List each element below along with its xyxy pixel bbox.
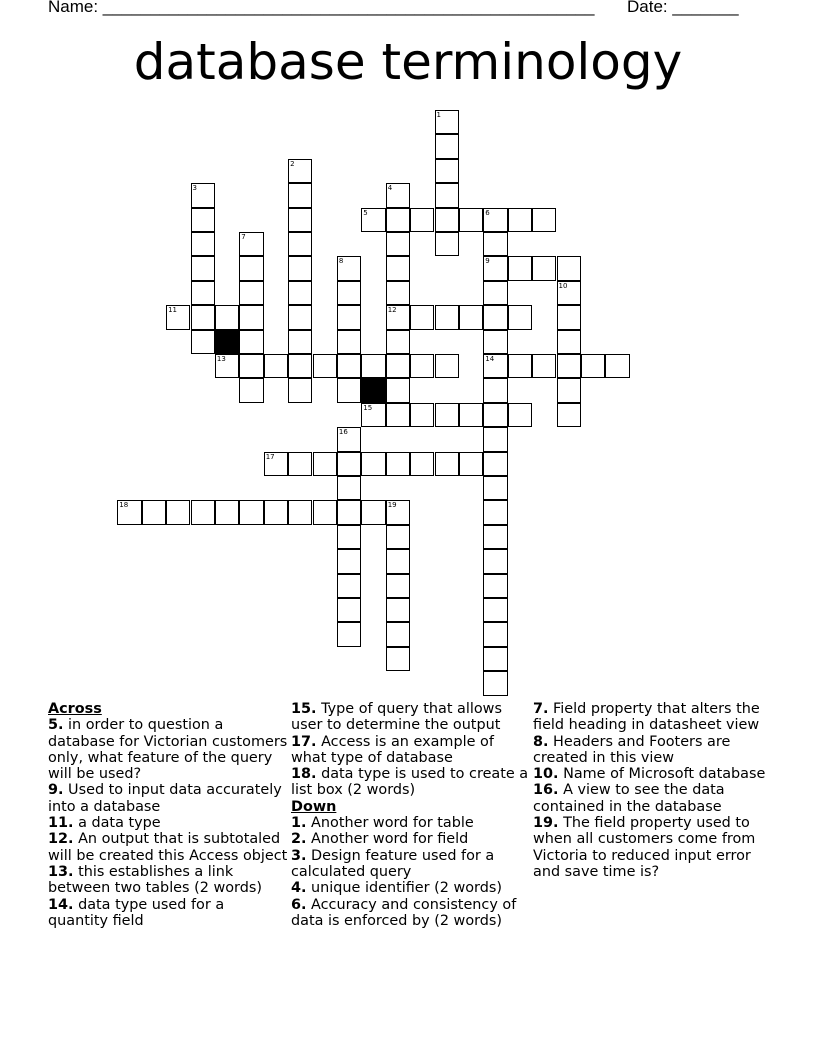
clue-number: 2. — [291, 831, 307, 848]
clue-down-1 — [291, 815, 531, 831]
grid-cell[interactable] — [288, 208, 312, 232]
grid-cell[interactable] — [483, 208, 507, 232]
grid-cell[interactable] — [191, 232, 215, 256]
grid-cell[interactable] — [117, 500, 141, 524]
grid-cell[interactable] — [386, 452, 410, 476]
cell-number: 14 — [485, 355, 495, 363]
grid-cell[interactable] — [557, 256, 581, 280]
grid-cell[interactable] — [435, 232, 459, 256]
grid-cell[interactable] — [337, 500, 361, 524]
clue-text: Field property that alters the field heading in datasheet view — [533, 701, 760, 734]
clue-down-10 — [533, 766, 773, 782]
clue-across-15 — [291, 701, 531, 734]
grid-cell[interactable] — [337, 452, 361, 476]
cell-number: 18 — [119, 501, 129, 510]
grid-cell[interactable] — [483, 525, 507, 549]
cell-number: 3 — [192, 184, 197, 193]
down-heading: Down — [291, 798, 337, 815]
grid-cell[interactable] — [191, 500, 215, 524]
grid-cell[interactable] — [239, 354, 263, 378]
grid-cell[interactable] — [288, 159, 312, 183]
grid-cell[interactable] — [386, 647, 410, 671]
grid-cell[interactable] — [386, 574, 410, 598]
grid-cell[interactable] — [361, 452, 385, 476]
grid-cell[interactable] — [191, 208, 215, 232]
clue-text: An output that is subtotaled will be created this Access object — [48, 831, 288, 864]
clue-down-3 — [291, 848, 531, 881]
grid-cell[interactable] — [313, 354, 337, 378]
clue-text: Name of Microsoft database — [558, 766, 766, 783]
cell-number: 16 — [338, 428, 348, 437]
clue-across-12 — [48, 831, 288, 864]
grid-cell[interactable] — [459, 305, 483, 329]
grid-cell[interactable] — [337, 330, 361, 354]
clue-across-14 — [48, 897, 288, 930]
clue-down-4 — [291, 880, 531, 896]
clue-across-9 — [48, 782, 288, 815]
cell-number: 1 — [436, 111, 441, 119]
grid-cell[interactable] — [313, 500, 337, 524]
grid-cell[interactable] — [483, 354, 507, 378]
grid-cell[interactable] — [264, 452, 288, 476]
grid-cell[interactable] — [557, 281, 581, 305]
date-label: Date: — [627, 0, 673, 16]
clue-text: Another word for table — [306, 815, 474, 832]
clue-text: Headers and Footers are created in this view — [533, 733, 731, 766]
grid-cell[interactable] — [483, 476, 507, 500]
grid-cell[interactable] — [239, 232, 263, 256]
grid-cell[interactable] — [581, 354, 605, 378]
grid-cell[interactable] — [288, 256, 312, 280]
grid-cell[interactable] — [435, 110, 459, 134]
clue-text: Used to input data accurately into a database — [48, 782, 282, 815]
grid-cell[interactable] — [337, 525, 361, 549]
grid-cell[interactable] — [386, 256, 410, 280]
grid-cell[interactable] — [557, 330, 581, 354]
grid-cell[interactable] — [337, 354, 361, 378]
grid-cell[interactable] — [239, 378, 263, 402]
grid-cell[interactable] — [288, 452, 312, 476]
grid-cell[interactable] — [215, 305, 239, 329]
grid-cell[interactable] — [410, 403, 434, 427]
grid-cell[interactable] — [386, 281, 410, 305]
clue-text: unique identifier (2 words) — [306, 880, 502, 897]
grid-cell[interactable] — [288, 305, 312, 329]
grid-cell[interactable] — [215, 500, 239, 524]
grid-cell[interactable] — [410, 452, 434, 476]
clue-down-7 — [533, 701, 773, 734]
page-title: database terminology — [133, 33, 683, 91]
grid-cell[interactable] — [337, 256, 361, 280]
grid-cell[interactable] — [483, 403, 507, 427]
cell-number: 4 — [387, 184, 393, 193]
grid-cell[interactable] — [459, 452, 483, 476]
clue-text: data type is used to create a list box (2 words) — [291, 766, 529, 799]
grid-cell[interactable] — [386, 622, 410, 646]
name-label: Name: — [48, 0, 103, 16]
clue-number: 5. — [48, 717, 64, 734]
clues-column-2 — [291, 701, 531, 929]
grid-cell[interactable] — [435, 159, 459, 183]
grid-cell[interactable] — [191, 305, 215, 329]
grid-cell[interactable] — [483, 232, 507, 256]
clue-number: 12. — [48, 831, 74, 848]
grid-cell[interactable] — [435, 134, 459, 158]
grid-cell[interactable] — [459, 208, 483, 232]
grid-cell[interactable] — [288, 330, 312, 354]
clue-across-18 — [291, 766, 531, 799]
cell-number: 2 — [290, 159, 295, 168]
clue-number: 16. — [533, 782, 559, 799]
grid-cell[interactable] — [337, 598, 361, 622]
grid-cell[interactable] — [361, 208, 385, 232]
grid-cell[interactable] — [361, 354, 385, 378]
grid-cell[interactable] — [386, 500, 410, 524]
grid-cell[interactable] — [386, 549, 410, 573]
grid-cell[interactable] — [191, 330, 215, 354]
grid-cell[interactable] — [337, 427, 361, 451]
grid-cell[interactable] — [483, 305, 507, 329]
grid-cell[interactable] — [508, 208, 532, 232]
grid-cell[interactable] — [386, 305, 410, 329]
grid-cell[interactable] — [532, 256, 556, 280]
grid-cell[interactable] — [483, 598, 507, 622]
grid-cell[interactable] — [557, 403, 581, 427]
grid-cell[interactable] — [483, 330, 507, 354]
clue-down-16 — [533, 782, 773, 815]
grid-cell[interactable] — [239, 500, 263, 524]
grid-cell[interactable] — [337, 378, 361, 402]
grid-cell[interactable] — [459, 403, 483, 427]
clue-text: Accuracy and consistency of data is enforced by (2 words) — [291, 896, 517, 929]
grid-cell[interactable] — [386, 208, 410, 232]
clue-number: 7. — [533, 701, 549, 717]
clue-across-13 — [48, 864, 288, 897]
grid-cell[interactable] — [191, 256, 215, 280]
grid-cell[interactable] — [386, 403, 410, 427]
clue-number: 3. — [291, 847, 307, 864]
clue-number: 6. — [291, 896, 307, 913]
grid-cell[interactable] — [410, 354, 434, 378]
grid-cell[interactable] — [557, 305, 581, 329]
clue-number: 17. — [291, 733, 317, 750]
grid-cell[interactable] — [288, 232, 312, 256]
grid-cell[interactable] — [142, 500, 166, 524]
grid-cell[interactable] — [264, 500, 288, 524]
grid-cell[interactable] — [532, 208, 556, 232]
clue-number: 13. — [48, 863, 74, 880]
grid-cell[interactable] — [337, 281, 361, 305]
grid-cell[interactable] — [386, 330, 410, 354]
clue-number: 4. — [291, 880, 307, 897]
clues-column-3 — [533, 701, 773, 880]
grid-cell[interactable] — [483, 452, 507, 476]
clue-text: data type used for a quantity field — [48, 896, 225, 929]
grid-cell[interactable] — [239, 256, 263, 280]
clue-number: 19. — [533, 815, 559, 832]
grid-cell[interactable] — [288, 378, 312, 402]
clue-number: 15. — [291, 701, 317, 717]
grid-cell[interactable] — [288, 281, 312, 305]
grid-cell[interactable] — [386, 183, 410, 207]
cell-number: 17 — [265, 452, 275, 461]
grid-cell[interactable] — [435, 208, 459, 232]
clue-text: Access is an example of what type of database — [291, 733, 494, 766]
grid-cell[interactable] — [239, 305, 263, 329]
black-square — [215, 330, 239, 354]
grid-cell[interactable] — [605, 354, 629, 378]
clue-down-8 — [533, 734, 773, 767]
clue-number: 1. — [291, 815, 307, 832]
clue-down-6 — [291, 897, 531, 930]
cell-number: 15 — [363, 403, 373, 412]
cell-number: 8 — [338, 257, 344, 266]
clue-text: Type of query that allows user to determine the output — [291, 701, 502, 734]
grid-cell[interactable] — [361, 500, 385, 524]
clue-text: A view to see the data contained in the database — [533, 782, 725, 815]
black-square — [361, 378, 385, 402]
grid-cell[interactable] — [483, 427, 507, 451]
clue-number: 14. — [48, 896, 74, 913]
clue-across-11 — [48, 815, 288, 831]
clue-text: a data type — [73, 815, 161, 832]
across-heading: Across — [48, 701, 102, 717]
grid-cell[interactable] — [483, 647, 507, 671]
grid-cell[interactable] — [410, 305, 434, 329]
grid-cell[interactable] — [483, 549, 507, 573]
grid-cell[interactable] — [386, 598, 410, 622]
cell-number: 9 — [485, 257, 490, 266]
grid-cell[interactable] — [313, 452, 337, 476]
clue-number: 8. — [533, 733, 549, 750]
grid-cell[interactable] — [191, 281, 215, 305]
clue-text: this establishes a link between two tables (2 words) — [48, 863, 262, 897]
grid-cell[interactable] — [435, 305, 459, 329]
clue-text: in order to question a database for Victorian customers only, what feature of the query will be used? — [48, 717, 288, 783]
name-line[interactable]: ____________________________________________________ — [102, 0, 595, 16]
cell-number: 19 — [387, 501, 397, 510]
grid-cell[interactable] — [386, 232, 410, 256]
grid-cell[interactable] — [483, 378, 507, 402]
grid-cell[interactable] — [557, 378, 581, 402]
clue-number: 11. — [48, 815, 74, 832]
grid-cell[interactable] — [508, 403, 532, 427]
grid-cell[interactable] — [239, 330, 263, 354]
grid-cell[interactable] — [557, 354, 581, 378]
grid-cell[interactable] — [337, 476, 361, 500]
grid-cell[interactable] — [410, 208, 434, 232]
grid-cell[interactable] — [361, 403, 385, 427]
clues-column-1 — [48, 701, 288, 929]
clue-text: The field property used to when all customers come from Victoria to reduced input error and save time is? — [533, 815, 756, 880]
cell-number: 7 — [241, 233, 246, 241]
clue-number: 18. — [291, 766, 317, 783]
grid-cell[interactable] — [288, 183, 312, 207]
grid-cell[interactable] — [386, 378, 410, 402]
grid-cell[interactable] — [483, 622, 507, 646]
grid-cell[interactable] — [435, 452, 459, 476]
grid-cell[interactable] — [215, 354, 239, 378]
grid-cell[interactable] — [337, 549, 361, 573]
clue-text: Another word for field — [306, 831, 469, 848]
clue-number: 9. — [48, 782, 64, 799]
cell-number: 5 — [363, 208, 368, 217]
grid-cell[interactable] — [166, 500, 190, 524]
cell-number: 10 — [558, 281, 568, 290]
grid-cell[interactable] — [337, 622, 361, 646]
grid-cell[interactable] — [483, 671, 507, 695]
clue-down-19 — [533, 815, 773, 880]
grid-cell[interactable] — [532, 354, 556, 378]
clue-number: 10. — [533, 766, 559, 783]
grid-cell[interactable] — [508, 305, 532, 329]
cell-number: 12 — [387, 306, 397, 315]
grid-cell[interactable] — [435, 403, 459, 427]
grid-cell[interactable] — [264, 354, 288, 378]
clue-across-5 — [48, 717, 288, 782]
grid-cell[interactable] — [239, 281, 263, 305]
grid-cell[interactable] — [386, 354, 410, 378]
cell-number: 11 — [168, 306, 178, 315]
grid-cell[interactable] — [435, 183, 459, 207]
grid-cell[interactable] — [386, 525, 410, 549]
clue-down-2 — [291, 831, 531, 847]
grid-cell[interactable] — [435, 354, 459, 378]
grid-cell[interactable] — [483, 500, 507, 524]
grid-cell[interactable] — [483, 574, 507, 598]
grid-cell[interactable] — [166, 305, 190, 329]
clue-text: Design feature used for a calculated query — [291, 847, 495, 880]
date-line[interactable]: _______ — [672, 0, 739, 16]
grid-cell[interactable] — [483, 281, 507, 305]
grid-cell[interactable] — [191, 183, 215, 207]
grid-cell[interactable] — [483, 256, 507, 280]
cell-number: 6 — [485, 208, 490, 217]
grid-cell[interactable] — [337, 574, 361, 598]
grid-cell[interactable] — [288, 354, 312, 378]
grid-cell[interactable] — [508, 256, 532, 280]
grid-cell[interactable] — [508, 354, 532, 378]
clue-across-17 — [291, 734, 531, 767]
cell-number: 13 — [216, 355, 226, 363]
grid-cell[interactable] — [288, 500, 312, 524]
grid-cell[interactable] — [337, 305, 361, 329]
